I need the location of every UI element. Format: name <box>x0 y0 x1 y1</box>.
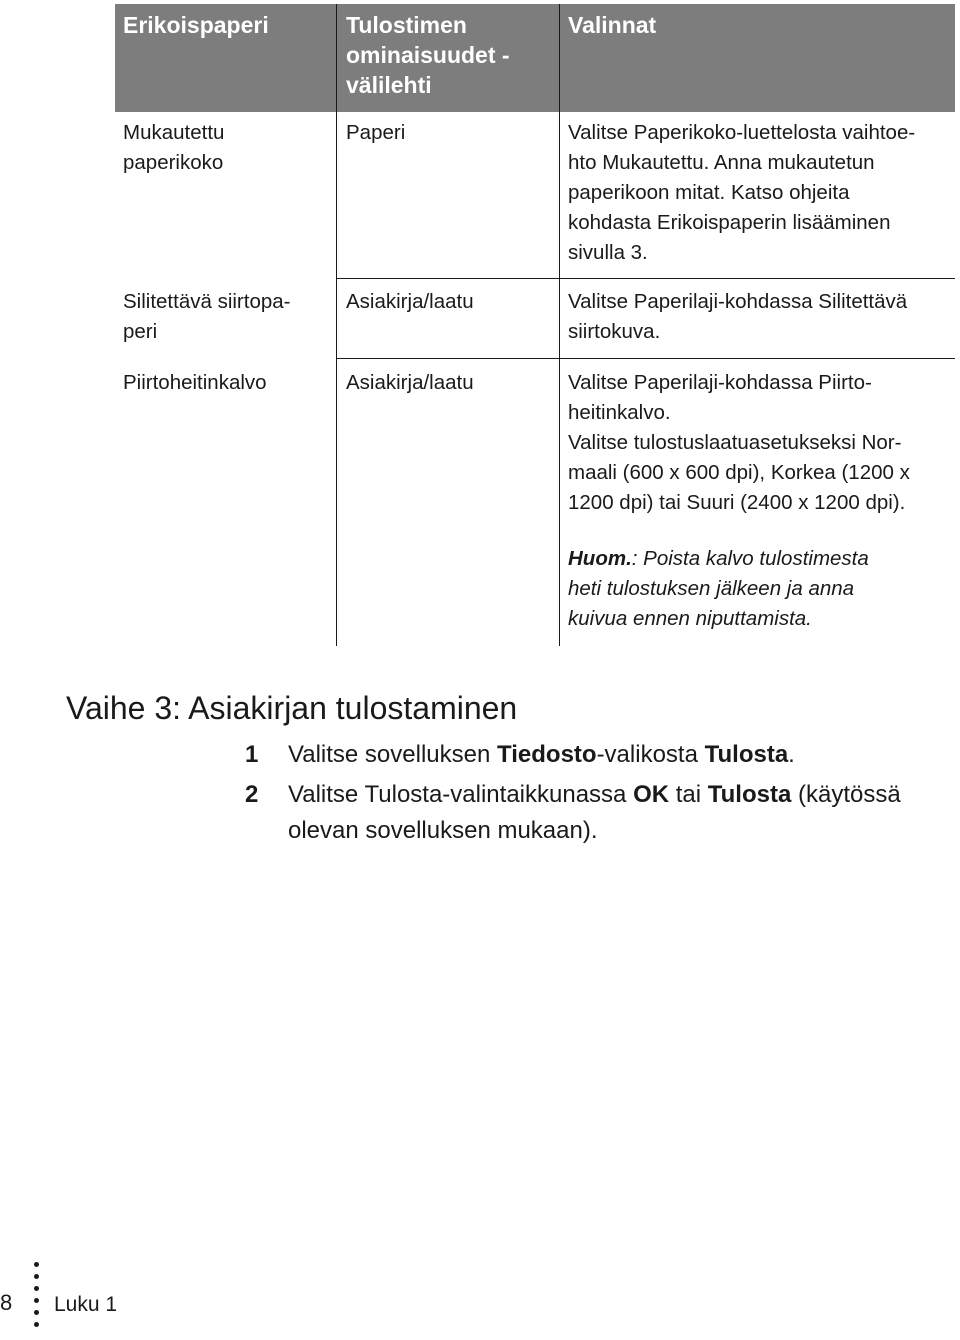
step-number: 1 <box>245 741 259 768</box>
table-cell-tab: Paperi <box>346 121 406 144</box>
table-cell-options: Valitse Paperilaji-kohdassa Piirto- heitinkalvo. Valitse tulostuslaatuasetukseksi Nor- maali (600 x 600 dpi), Korkea (1200 x 1200 dpi) tai Suuri (2400 x 1200 dpi). <box>568 371 910 514</box>
table-cell-paper: Mukautettu paperikoko <box>123 121 225 174</box>
menu-name-file: Tiedosto <box>497 741 597 768</box>
table-cell-options: Valitse Paperikoko-luettelosta vaihtoe- hto Mukautettu. Anna mukautetun paperikoon mitat. Katso ohjeita kohdasta Erikoispaperin lisääminen sivulla 3. <box>568 121 916 264</box>
table-cell-paper: Piirtoheitinkalvo <box>123 371 267 394</box>
step-text-part: -valikosta <box>596 741 705 768</box>
footer-dot-separator <box>33 1262 41 1338</box>
page-number: 8 <box>0 1290 13 1315</box>
table-cell-tab: Asiakirja/laatu <box>346 290 474 313</box>
step-text <box>288 777 928 849</box>
table-cell-options: Valitse Paperilaji-kohdassa Silitettävä siirtokuva. <box>568 290 908 343</box>
header-options: Valinnat <box>568 12 657 38</box>
button-name-print: Tulosta <box>707 781 792 808</box>
table-cell-paper: Silitettävä siirtopa- peri <box>123 290 291 343</box>
header-special-paper: Erikoispaperi <box>123 12 269 38</box>
step-text-part: . <box>788 741 795 768</box>
table-cell-tab: Asiakirja/laatu <box>346 371 474 394</box>
step-item <box>245 737 945 777</box>
section-title: Vaihe 3: Asiakirjan tulostaminen <box>66 690 518 726</box>
column-divider <box>336 4 337 646</box>
button-name-ok: OK <box>633 781 670 808</box>
step-item <box>245 777 945 857</box>
step-text-part: tai <box>669 781 708 808</box>
step-text-part: (käytössä olevan sovelluksen mukaan). <box>288 781 901 844</box>
note-body: : Poista kalvo tulostimesta heti tulostuksen jälkeen ja anna kuivua ennen niputtamista. <box>568 547 869 630</box>
row-divider <box>336 278 955 279</box>
command-print: Tulosta <box>704 741 789 768</box>
row-divider <box>336 358 955 359</box>
note-label: Huom. <box>568 547 632 570</box>
step-text-part: Valitse sovelluksen <box>288 741 497 768</box>
note-text <box>568 544 953 634</box>
step-number: 2 <box>245 781 259 808</box>
table-header-row <box>115 4 955 112</box>
column-divider <box>559 4 560 646</box>
header-printer-properties-tab: Tulostimen ominaisuudet - välilehti <box>346 12 510 98</box>
chapter-label: Luku 1 <box>54 1293 118 1316</box>
step-text-part: Valitse Tulosta-valintaikkunassa <box>288 781 634 808</box>
step-text <box>288 737 928 773</box>
special-paper-table <box>115 4 955 646</box>
